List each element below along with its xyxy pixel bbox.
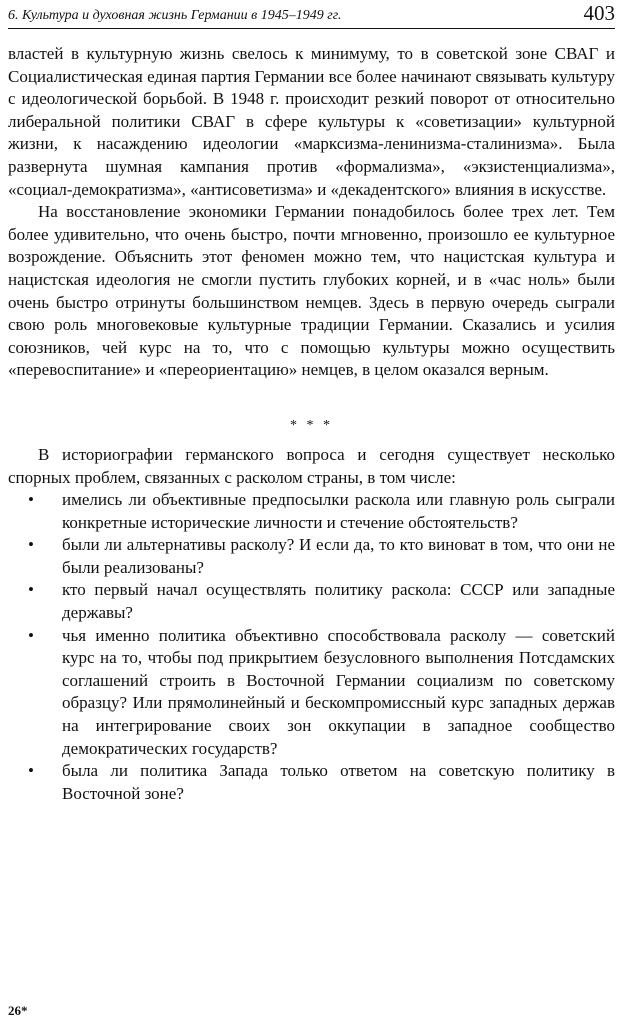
list-item: • кто первый начал осуществлять политику раскола: СССР или западные державы? — [62, 579, 615, 624]
paragraph-3: В историографии германского вопроса и сегодня существует несколько спорных проблем, связанных с расколом страны, в том числе: — [8, 444, 615, 487]
list-item: • чья именно политика объективно способствовала расколу — советский курс на то, чтобы под прикрытием безусловного выполнения Потсдамских соглашений строить в Восточной Германии социализм по советскому образцу? Или прямолинейный и бескомпромиссный курс западных держав на интегрирование своих зон оккупации в западное сообщество демократических государств? — [62, 625, 615, 761]
section-separator: * * * — [290, 417, 333, 433]
list-item: • были ли альтернативы расколу? И если да, то кто виноват в том, что они не были реализованы? — [62, 534, 615, 579]
paragraph-2: На восстановление экономики Германии понадобилось более трех лет. Тем более удивительно, что очень быстро, почти мгновенно, произошло ее культурное возрождение. Объяснить этот феномен можно тем, что нацистская культура и нацистская идеология не смогли пустить глубоких корней, и в «час ноль» были очень быстро отринуты большинством немцев. Здесь в первую очередь сыграли свою роль многовековые культурные традиции Германии. Сказались и усилия союзников, чей курс на то, что с помощью культуры можно осуществить «перевоспитание» и «переориентацию» немцев, в целом оказался верным. — [8, 202, 615, 380]
page-number: 403 — [583, 1, 615, 25]
running-head — [8, 2, 615, 29]
running-title: 6. Культура и духовная жизнь Германии в 1945–1949 гг. — [8, 8, 342, 23]
signature-mark: 26* — [8, 1003, 28, 1018]
paragraph-1: властей в культурную жизнь свелось к минимуму, то в советской зоне СВАГ и Социалистическая единая партия Германии все более начинают связывать культуру с идеологической борьбой. В 1948 г. происходит резкий поворот от относительно либеральной политики СВАГ в сфере культуры к «советизации» культурной жизни, к насаждению идеологии «марксизма-ленинизма-сталинизма». Была развернута шумная кампания против «формализма», «экзистенциализма», «социал-демократизма», «антисоветизма» и «декадентского» влияния в искусстве. — [8, 44, 615, 199]
questions-list — [8, 489, 615, 805]
body-text — [8, 43, 615, 805]
list-item: • была ли политика Запада только ответом на советскую политику в Восточной зоне? — [62, 760, 615, 805]
list-item: • имелись ли объективные предпосылки раскола или главную роль сыграли конкретные исторические личности и стечение обстоятельств? — [62, 489, 615, 534]
